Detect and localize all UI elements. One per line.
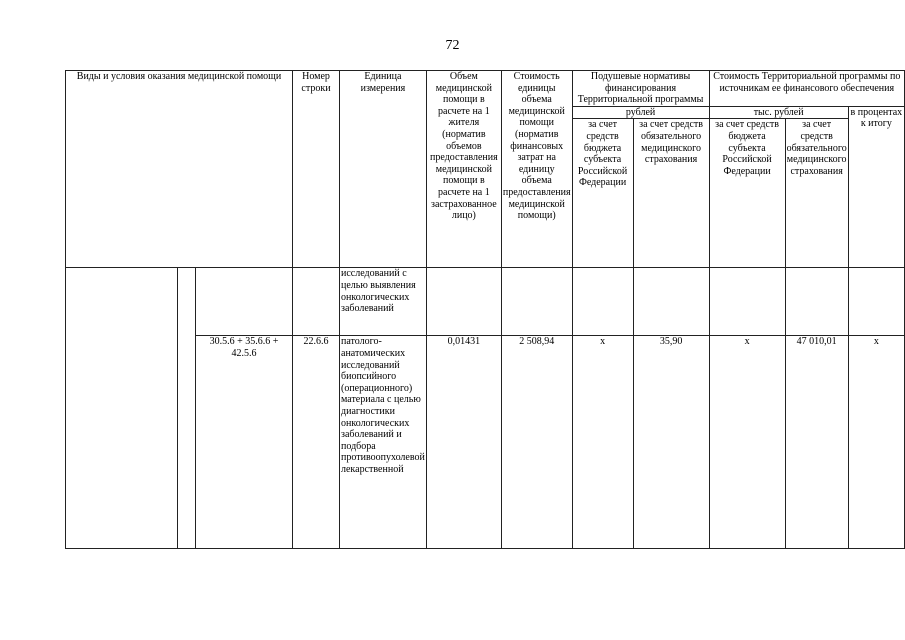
volume-cell: 0,01431 (426, 336, 501, 549)
volume-cell (426, 268, 501, 336)
pc-budget-cell: х (572, 336, 633, 549)
financing-table (65, 70, 905, 549)
pc-oms-cell: 35,90 (633, 336, 709, 549)
pc-budget-cell (572, 268, 633, 336)
header-cost-unit: Стоимость единицы объема медицинской помощи (норматив финансовых затрат на единицу объема предоставления медицинской помощи) (501, 71, 572, 268)
cost-unit-cell: 2 508,94 (501, 336, 572, 549)
formula-cell: 30.5.6 + 35.6.6 + 42.5.6 (196, 336, 293, 549)
subgroup-cell (178, 268, 196, 549)
header-per-capita: Подушевые нормативы финансирования Территориальной программы (572, 71, 709, 107)
tc-budget-cell: х (709, 336, 785, 549)
formula-cell (196, 268, 293, 336)
header-tc-oms: за счет средств обязательного медицинского страхования (785, 119, 848, 268)
header-total-cost: Стоимость Территориальной программы по источникам ее финансового обеспечения (709, 71, 904, 107)
header-unit-thous: тыс. рублей (709, 106, 848, 119)
header-type: Виды и условия оказания медицинской помощи (66, 71, 293, 268)
tc-oms-cell: 47 010,01 (785, 336, 848, 549)
cost-unit-cell (501, 268, 572, 336)
page-number: 72 (445, 38, 460, 53)
table-row (66, 268, 905, 336)
header-pc-oms: за счет средств обязательного медицинского страхования (633, 119, 709, 268)
row-number-cell (293, 268, 340, 336)
header-unit: Единица измерения (340, 71, 427, 268)
header-volume: Объем медицинской помощи в расчете на 1 жителя (норматив объемов предоставления медицинской помощи в расчете на 1 застрахованное лицо) (426, 71, 501, 268)
percent-cell: х (848, 336, 904, 549)
unit-cell: патолого-анатомических исследований биопсийного (операционного) материала с целью диагностики онкологических заболеваний и подбора противоопухолевой лекарственной (340, 336, 427, 549)
pc-oms-cell (633, 268, 709, 336)
percent-cell (848, 268, 904, 336)
header-tc-budget: за счет средств бюджета субъекта Российской Федерации (709, 119, 785, 268)
header-unit-rub: рублей (572, 106, 709, 119)
tc-budget-cell (709, 268, 785, 336)
row-number-cell: 22.6.6 (293, 336, 340, 549)
tc-oms-cell (785, 268, 848, 336)
header-percent: в процентах к итогу (848, 106, 904, 268)
header-pc-budget: за счет средств бюджета субъекта Российской Федерации (572, 119, 633, 268)
unit-cell: исследований с целью выявления онкологических заболеваний (340, 268, 427, 336)
group-cell (66, 268, 178, 549)
header-row-number: Номер строки (293, 71, 340, 268)
